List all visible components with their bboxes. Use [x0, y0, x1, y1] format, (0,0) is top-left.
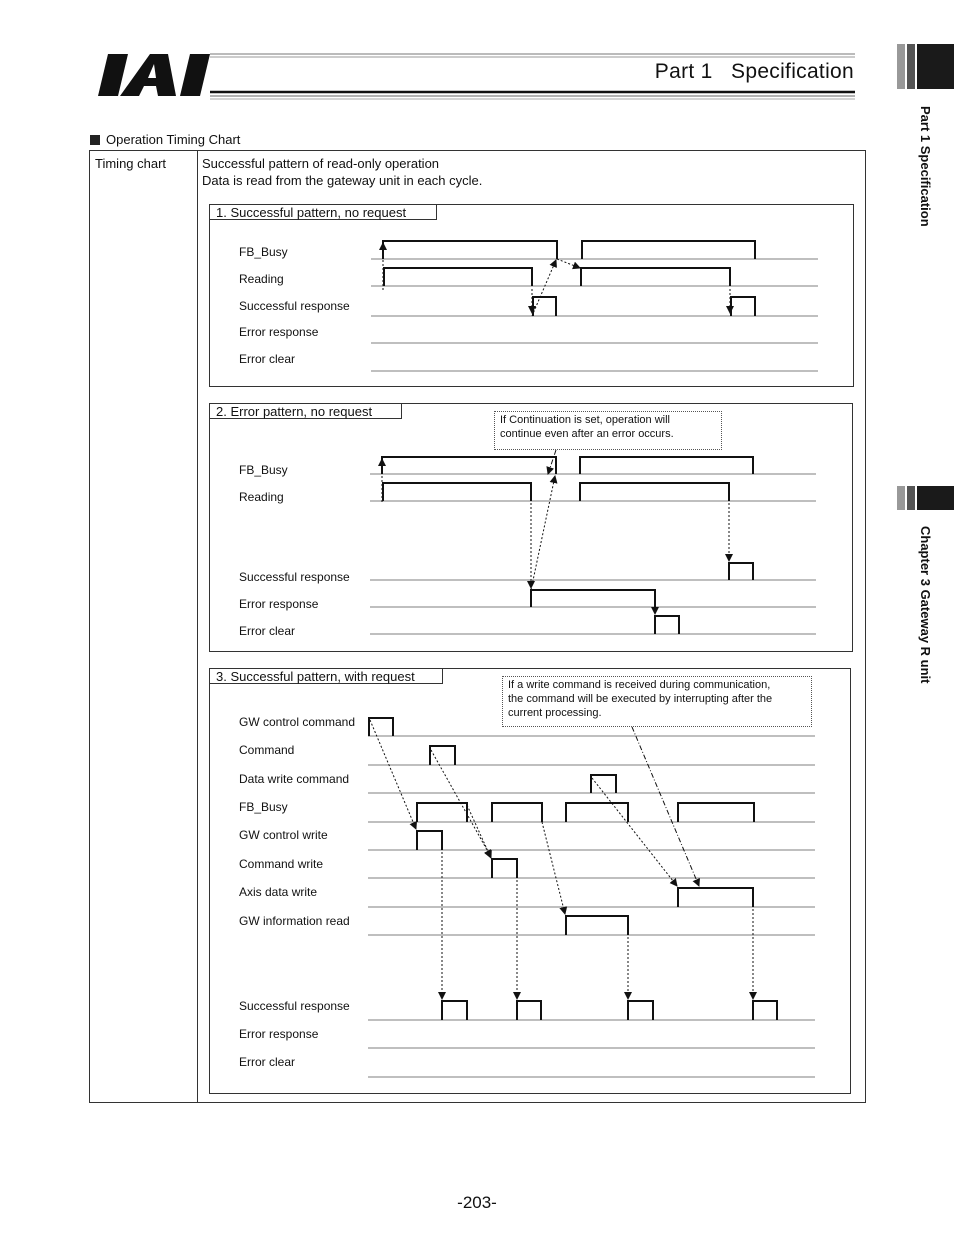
panel-1-pulses [383, 241, 755, 316]
page-number: -203- [457, 1193, 497, 1212]
panel-2-signal-error-clear: Error clear [239, 624, 296, 638]
panel-3-signal-gw-control-command: GW control command [239, 715, 356, 729]
section-heading-text: Operation Timing Chart [106, 132, 241, 147]
panel-3-title: 3. Successful pattern, with request [209, 668, 443, 684]
panel-2-signal-error-response: Error response [239, 597, 319, 611]
panel-2-note-line-2: continue even after an error occurs. [500, 428, 674, 440]
panel-2-pulses [382, 457, 753, 634]
panel-3-note-line-3: current processing. [508, 707, 602, 719]
panel-1-signal-reading: Reading [239, 272, 284, 286]
panel-3-signal-error-response: Error response [239, 1027, 319, 1041]
sidebar-part-label: Part 1 Specification [918, 106, 933, 227]
panel-3-signal-gw-control-write: GW control write [239, 828, 328, 842]
panel-3-signal-command: Command [239, 743, 295, 757]
panel-3-pulses [369, 718, 777, 1020]
panel-3-signal-error-clear: Error clear [239, 1055, 296, 1069]
panel-2-note-pointer [548, 450, 556, 474]
sidebar-chapter-label: Chapter 3 Gateway R unit [918, 526, 933, 684]
table-row-label: Timing chart [95, 156, 167, 171]
panel-1-signal-successful-response: Successful response [239, 299, 350, 313]
panel-3-note-line-2: the command will be executed by interrupting after the [508, 693, 773, 705]
panel-2-signal-fb-busy: FB_Busy [239, 463, 288, 477]
panel-1-signal-error-response: Error response [239, 325, 319, 339]
table-description-line-1: Successful pattern of read-only operation [202, 156, 440, 171]
panel-1-baselines [371, 259, 818, 371]
panel-3-note-pointer [632, 727, 699, 886]
panel-1-title: 1. Successful pattern, no request [209, 204, 437, 220]
panel-3-signal-data-write-command: Data write command [239, 772, 350, 786]
panel-1-signal-fb-busy: FB_Busy [239, 245, 288, 259]
panel-2-title: 2. Error pattern, no request [209, 403, 402, 419]
panel-3-signal-command-write: Command write [239, 857, 324, 871]
part-title: Part 1 Specification [654, 60, 854, 83]
panel-3-signal-axis-data-write: Axis data write [239, 885, 318, 899]
panel-3-signal-fb-busy: FB_Busy [239, 800, 288, 814]
panel-2-baselines [370, 474, 816, 634]
panel-1-signal-error-clear: Error clear [239, 352, 296, 366]
panel-3-note-line-1: If a write command is received during communication, [508, 679, 771, 691]
table-description-line-2: Data is read from the gateway unit in each cycle. [202, 173, 483, 188]
panel-3-arrows [370, 720, 753, 999]
panel-2-note-line-1: If Continuation is set, operation will [500, 414, 670, 426]
panel-2-signal-reading: Reading [239, 490, 284, 504]
panel-3-signal-gw-information-read: GW information read [239, 914, 350, 928]
panel-2-signal-successful-response: Successful response [239, 570, 350, 584]
panel-3-signal-successful-response: Successful response [239, 999, 350, 1013]
